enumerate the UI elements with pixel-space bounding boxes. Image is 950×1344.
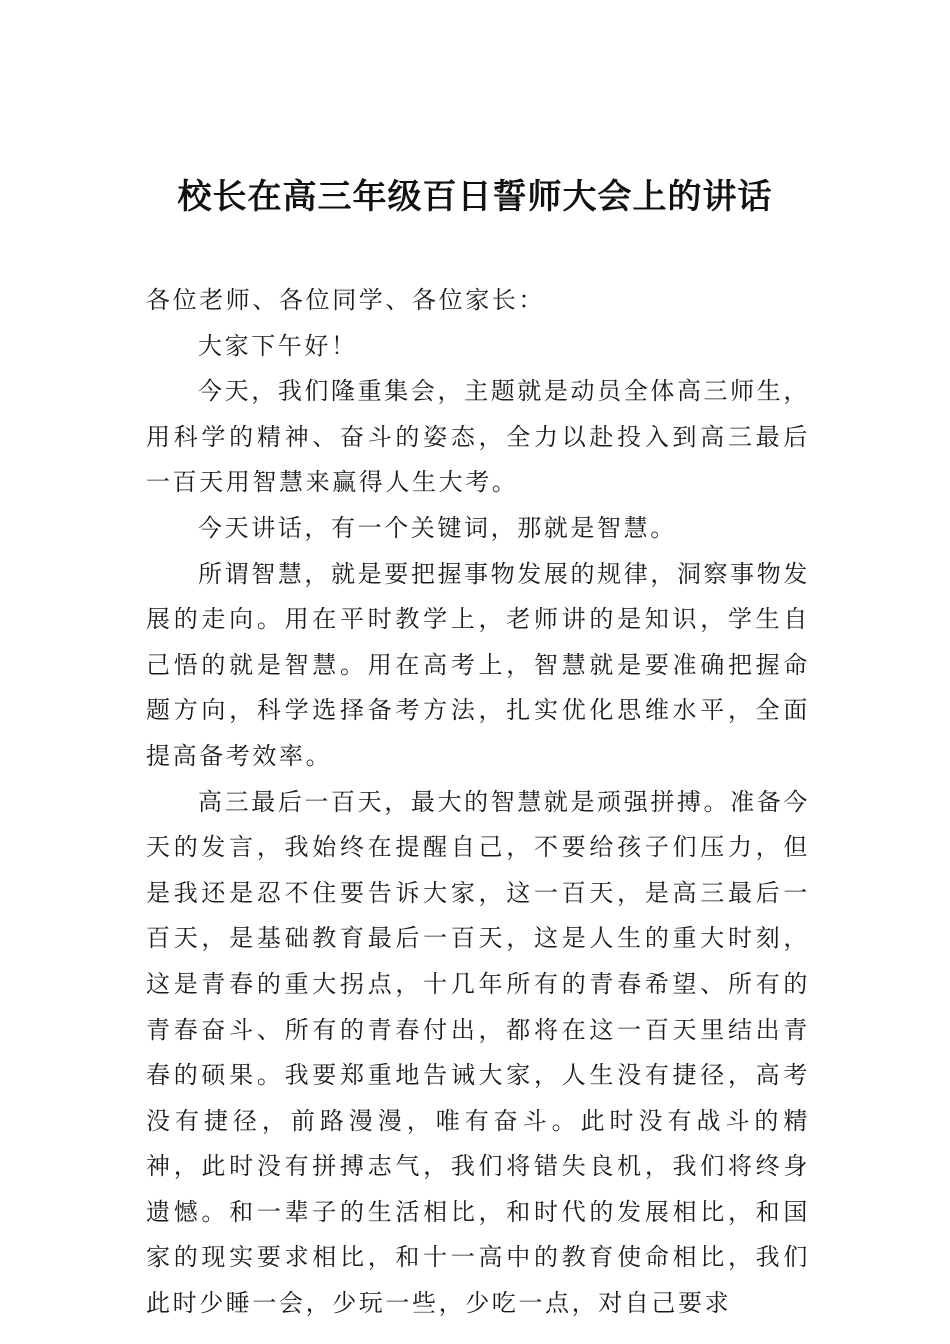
paragraph-final-hundred-days: 高三最后一百天，最大的智慧就是顽强拼搏。准备今天的发言，我始终在提醒自己，不要给孩子们压力，但是我还是忍不住要告诉大家，这一百天，是高三最后一百天，是基础教育最后一百天，这是人生的重大时刻，这是青春的重大拐点，十几年所有的青春希望、所有的青春奋斗、所有的青春付出，都将在这一百天里结出青春的硕果。我要郑重地告诫大家，人生没有捷径，高考没有捷径，前路漫漫，唯有奋斗。此时没有战斗的精神，此时没有拼搏志气，我们将错失良机，我们将终身遗憾。和一辈子的生活相比，和时代的发展相比，和国家的现实要求相比，和十一高中的教育使命相比，我们此时少睡一会，少玩一些，少吃一点，对自己要求	[146, 787, 810, 1318]
paragraph-keyword: 今天讲话，有一个关键词，那就是智慧。	[198, 513, 677, 542]
document-body	[146, 278, 810, 1327]
paragraph-theme: 今天，我们隆重集会，主题就是动员全体高三师生，用科学的精神、奋斗的姿态，全力以赴投入到高三最后一百天用智慧来赢得人生大考。	[146, 377, 810, 497]
paragraph-wisdom-definition: 所谓智慧，就是要把握事物发展的规律，洞察事物发展的走向。用在平时教学上，老师讲的是知识，学生自己悟的就是智慧。用在高考上，智慧就是要准确把握命题方向，科学选择备考方法，扎实优化思维水平，全面提高备考效率。	[146, 559, 810, 770]
salutation: 各位老师、各位同学、各位家长：	[146, 286, 545, 314]
document-title: 校长在高三年级百日誓师大会上的讲话	[177, 177, 773, 217]
paragraph-greeting: 大家下午好！	[198, 331, 358, 360]
